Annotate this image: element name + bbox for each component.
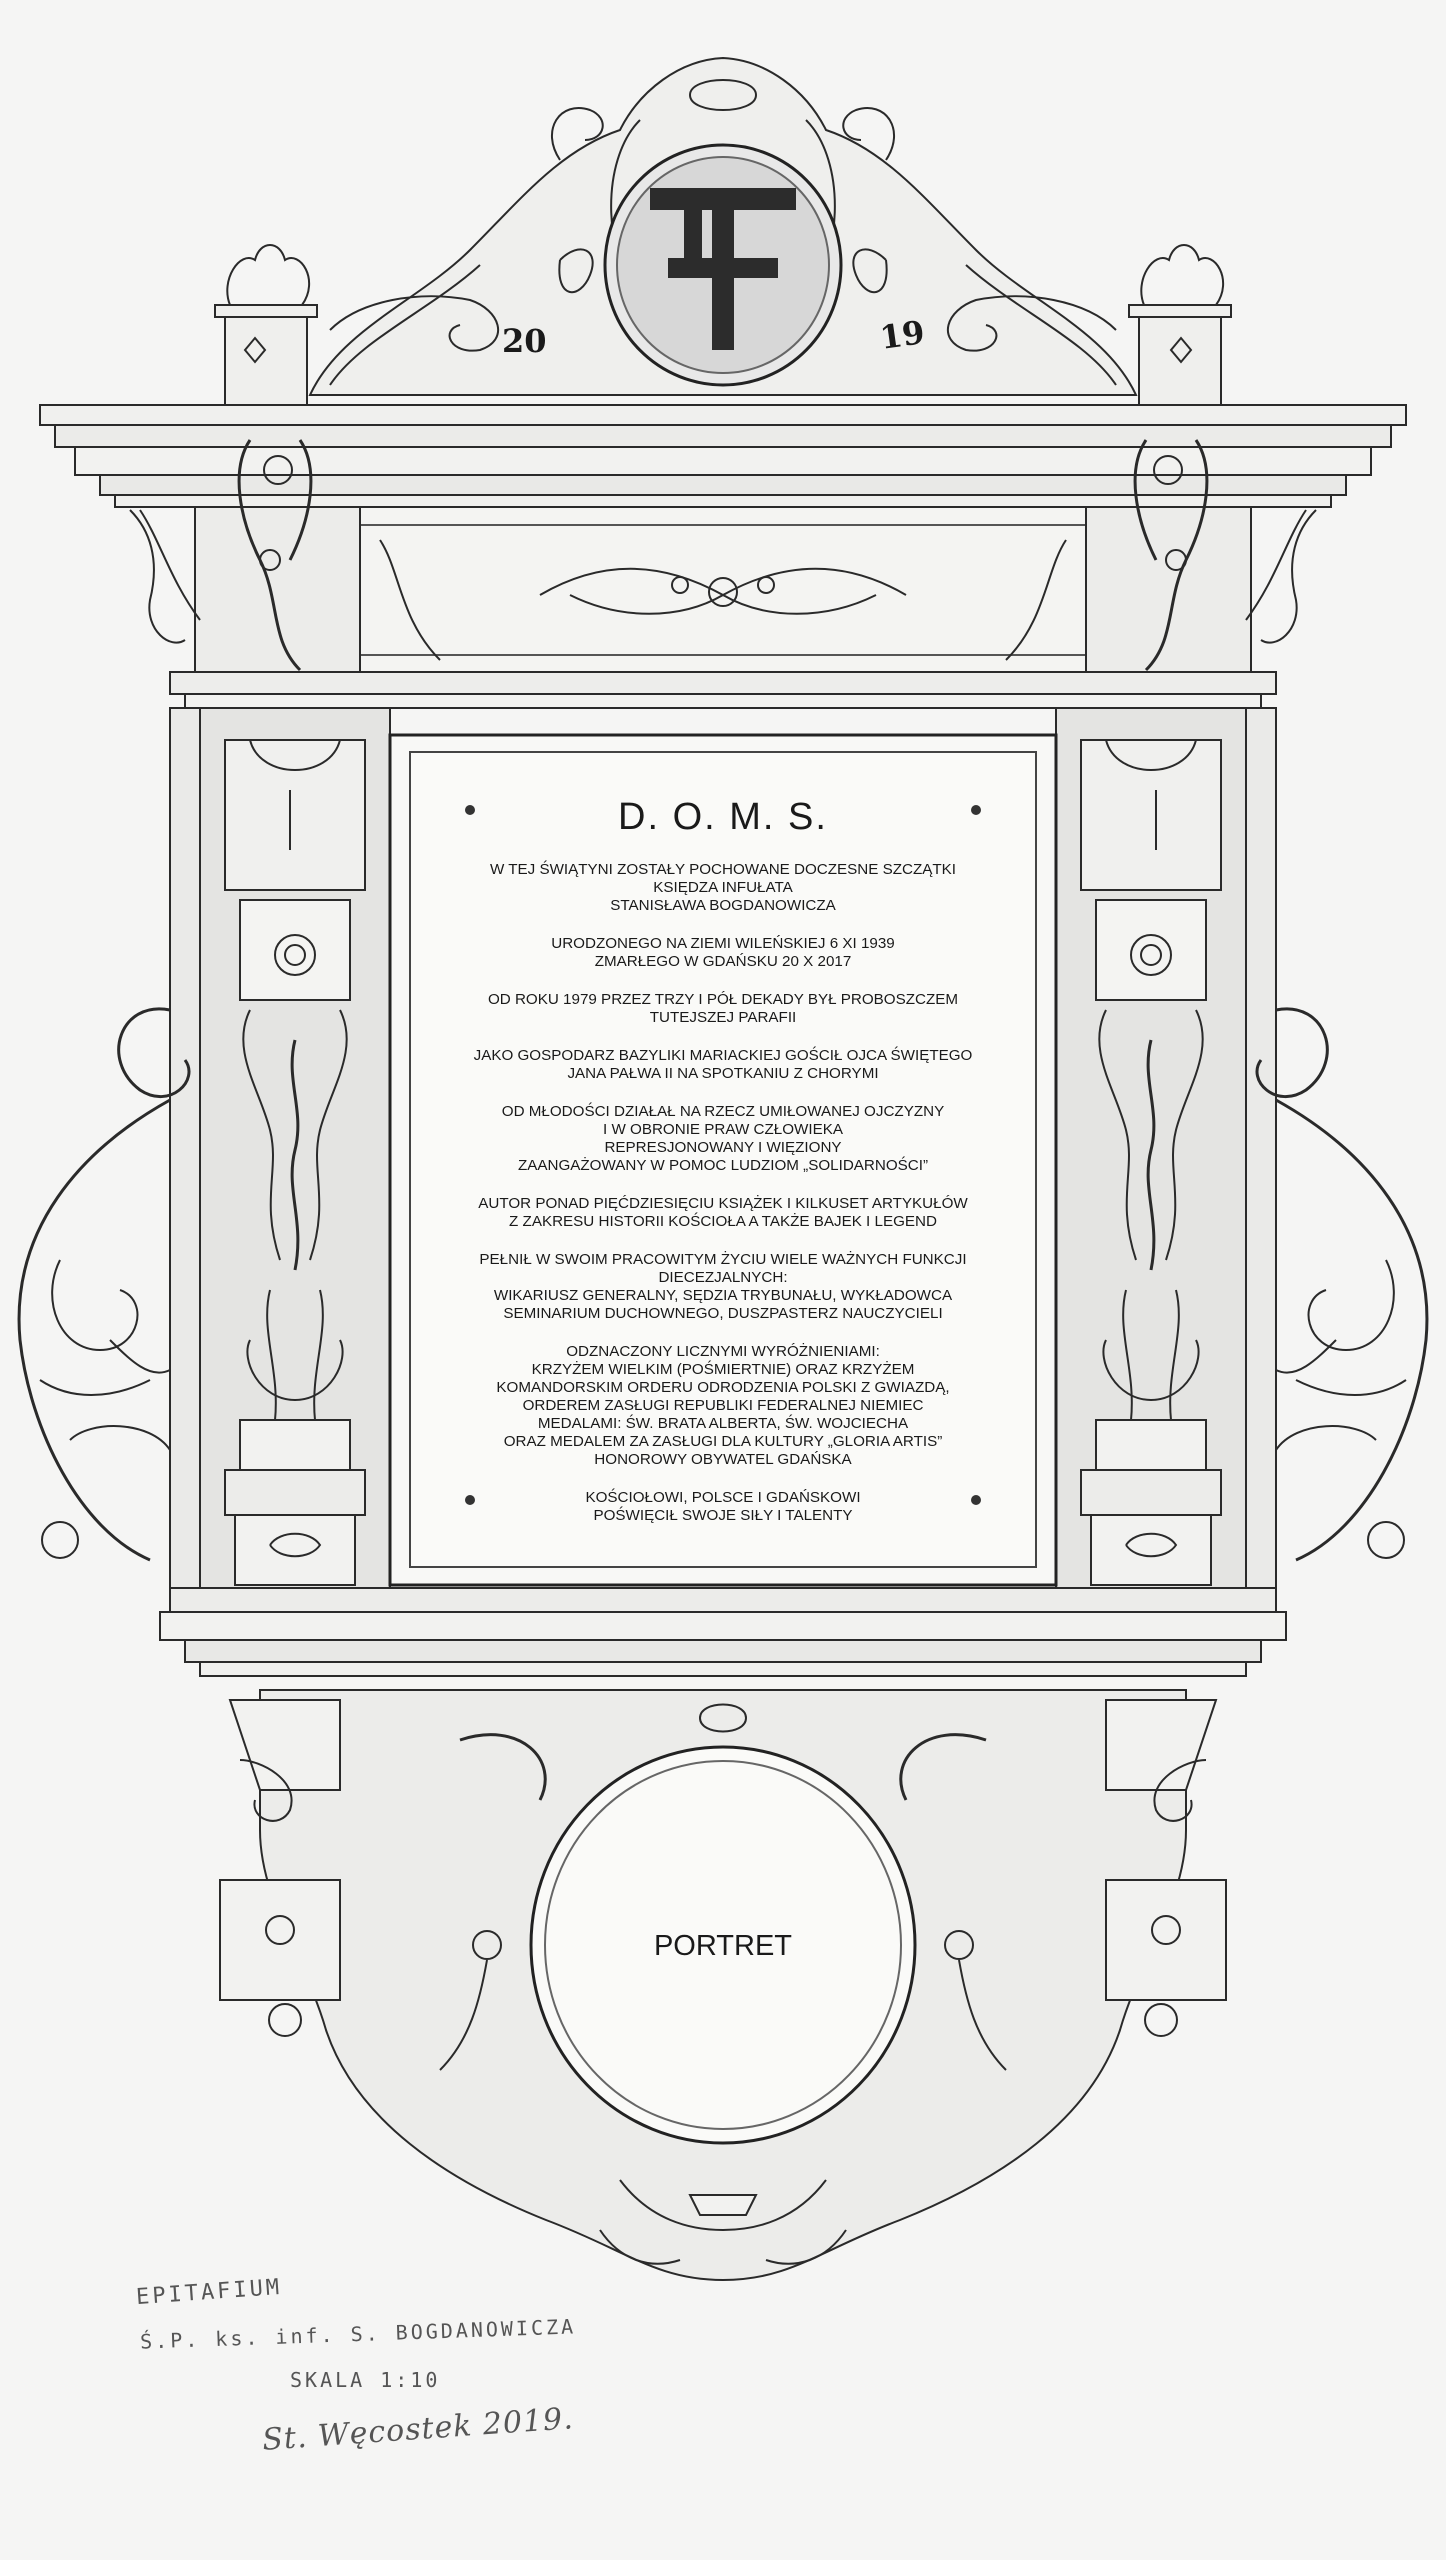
inscription-line: URODZONEGO NA ZIEMI WILEŃSKIEJ 6 XI 1939 [551, 935, 895, 952]
left-side-scroll [19, 1009, 189, 1560]
right-side-scroll [1257, 1009, 1427, 1560]
left-finial [215, 245, 317, 405]
inscription-paragraph [410, 861, 1036, 915]
right-finial [1129, 245, 1231, 405]
caption-signature: St. Węcostek 2019. [261, 2401, 575, 2458]
inscription-line: SEMINARIUM DUCHOWNEGO, DUSZPASTERZ NAUCZYCIELI [503, 1305, 943, 1322]
inscription-line: KOŚCIOŁOWI, POLSCE I GDAŃSKOWI [585, 1489, 861, 1506]
crest-year-left: 20 [502, 322, 547, 360]
inscription-line: HONOROWY OBYWATEL GDAŃSKA [594, 1451, 852, 1468]
caption-subject: Ś.P. ks. inf. S. BOGDANOWICZA [139, 2314, 577, 2354]
inscription-line: AUTOR PONAD PIĘĆDZIESIĘCIU KSIĄŻEK I KILKUSET ARTYKUŁÓW [478, 1195, 968, 1212]
inscription-line: KSIĘDZA INFUŁATA [653, 879, 793, 896]
right-pilaster [1056, 708, 1246, 1588]
inscription-line: ORAZ MEDALEM ZA ZASŁUGI DLA KULTURY „GLORIA ARTIS” [503, 1433, 943, 1450]
inscription-line: I W OBRONIE PRAW CZŁOWIEKA [603, 1121, 843, 1138]
crest-year-right: 19 [877, 313, 927, 357]
inscription-line: REPRESJONOWANY I WIĘZIONY [604, 1139, 842, 1156]
inscription-line: ZMARŁEGO W GDAŃSKU 20 X 2017 [594, 953, 852, 970]
caption-title: EPITAFIUM [135, 2274, 283, 2311]
inscription-line: ORDEREM ZASŁUGI REPUBLIKI FEDERALNEJ NIEMIEC [522, 1397, 924, 1414]
inscription-line: Z ZAKRESU HISTORII KOŚCIOŁA A TAKŻE BAJEK I LEGEND [509, 1213, 937, 1230]
inscription-line: JAKO GOSPODARZ BAZYLIKI MARIACKIEJ GOŚCIŁ OJCA ŚWIĘTEGO [473, 1047, 973, 1064]
inscription-line: KOMANDORSKIM ORDERU ODRODZENIA POLSKI Z GWIAZDĄ, [496, 1379, 950, 1396]
inscription-paragraph [410, 1047, 1036, 1083]
inscription-line: OD ROKU 1979 PRZEZ TRZY I PÓŁ DEKADY BYŁ PROBOSZCZEM [487, 991, 959, 1008]
left-pilaster [200, 708, 390, 1588]
inscription-paragraph [410, 1343, 1036, 1469]
inscription-paragraph [410, 1489, 1036, 1525]
lower-cornice [160, 1588, 1286, 1676]
inscription-line: ODZNACZONY LICZNYMI WYRÓŻNIENIAMI: [566, 1343, 880, 1360]
inscription-line: W TEJ ŚWIĄTYNI ZOSTAŁY POCHOWANE DOCZESNE SZCZĄTKI [489, 861, 957, 878]
inscription-paragraph [410, 1251, 1036, 1323]
inscription-line: KRZYŻEM WIELKIM (POŚMIERTNIE) ORAZ KRZYŻEM [531, 1361, 915, 1378]
inscription-line: TUTEJSZEJ PARAFII [649, 1009, 797, 1026]
inscription-paragraph [410, 991, 1036, 1027]
inscription-line: OD MŁODOŚCI DZIAŁAŁ NA RZECZ UMIŁOWANEJ OJCZYZNY [501, 1103, 945, 1120]
inscription-paragraph [410, 1195, 1036, 1231]
inscription-line: MEDALAMI: ŚW. BRATA ALBERTA, ŚW. WOJCIECHA [537, 1415, 909, 1432]
inscription-paragraph [410, 935, 1036, 971]
inscription-heading: D. O. M. S. [618, 796, 828, 838]
inscription-line: PEŁNIŁ W SWOIM PRACOWITYM ŻYCIU WIELE WAŻNYCH FUNKCJI [479, 1251, 967, 1268]
top-cornice [40, 405, 1406, 507]
inscription-paragraph [410, 1103, 1036, 1175]
right-upper-scroll [1261, 510, 1316, 643]
portrait-label: PORTRET [653, 1930, 793, 1962]
inscription-line: STANISŁAWA BOGDANOWICZA [610, 897, 836, 914]
left-upper-scroll [130, 510, 185, 643]
inscription-line: POŚWIĘCIŁ SWOJE SIŁY I TALENTY [593, 1507, 853, 1524]
caption-scale: SKALA 1:10 [290, 2368, 441, 2392]
inscription-line: ZAANGAŻOWANY W POMOC LUDZIOM „SOLIDARNOŚCI” [517, 1157, 929, 1174]
inscription-line: DIECEZJALNYCH: [658, 1269, 788, 1286]
inscription [410, 770, 1036, 1545]
inscription-line: JANA PAŁWA II NA SPOTKANIU Z CHORYMI [567, 1065, 879, 1082]
inscription-line: WIKARIUSZ GENERALNY, SĘDZIA TRYBUNAŁU, WYKŁADOWCA [493, 1287, 953, 1304]
